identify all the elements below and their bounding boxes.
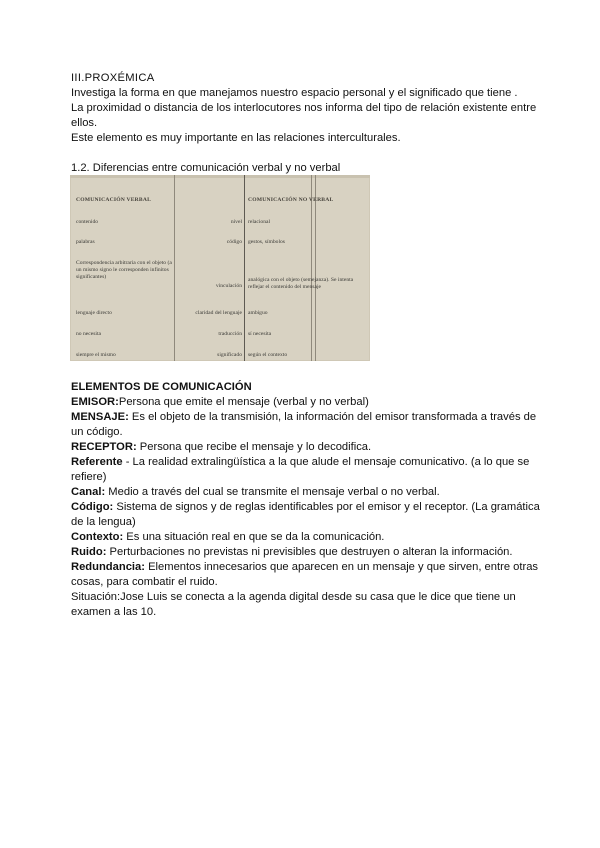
definition-item: [71, 485, 541, 500]
definition-term: Contexto:: [71, 531, 124, 543]
definition-item: [71, 410, 541, 440]
definition-term: Canal:: [71, 486, 106, 498]
paragraph-line: Este elemento es muy importante en las relaciones interculturales.: [71, 132, 401, 144]
table-cell: según el contexto: [248, 352, 288, 358]
definition-text: Persona que emite el mensaje (verbal y no verbal): [118, 396, 369, 408]
definition-text: Es una situación real en que se da la comunicación.: [123, 531, 385, 543]
definition-term: Ruido:: [71, 546, 107, 558]
paragraph-line: La proximidad o distancia de los interlocutores nos informa del tipo de relación existente entre ellos.: [71, 102, 537, 129]
subsection-title: 1.2. Diferencias entre comunicación verbal y no verbal: [71, 162, 341, 174]
table-cell: gestos, símbolos: [248, 239, 285, 245]
table-cell: palabras: [76, 239, 95, 245]
table-cell: vinculación: [215, 283, 242, 289]
elements-section: [71, 380, 541, 620]
table-cell: nivel: [230, 219, 242, 225]
situation-text: Situación:Jose Luis se conecta a la agenda digital desde su casa que le dice que tiene un examen a las 10.: [71, 591, 516, 618]
table-header-nonverbal: COMUNICACIÓN NO VERBAL: [248, 197, 334, 203]
definition-term: Redundancia:: [71, 561, 145, 573]
table-cell: claridad del lenguaje: [195, 310, 242, 316]
paragraph-line: Investiga la forma en que manejamos nuestro espacio personal y el significado que tiene .: [71, 87, 518, 99]
definition-item: [71, 395, 541, 410]
table-cell: Correspondencia arbitraria con el objeto (a un mismo signo le corresponden infinitos significantes): [76, 260, 172, 280]
elements-title: ELEMENTOS DE COMUNICACIÓN: [71, 381, 252, 393]
table-cell: ambiguo: [248, 310, 268, 316]
definition-term: EMISOR:: [71, 396, 119, 408]
definition-text: Medio a través del cual se transmite el mensaje verbal o no verbal.: [105, 486, 440, 498]
table-cell: analógica con el objeto (semejanza). Se intenta reflejar el contenido del mensaje: [248, 277, 354, 290]
definition-text: Perturbaciones no previstas ni previsibles que destruyen o alteran la información.: [106, 546, 513, 558]
definition-text: Es el objeto de la transmisión, la información del emisor transformada a través de un código.: [71, 411, 537, 438]
table-cell: lenguaje directo: [76, 310, 112, 316]
definition-term: RECEPTOR:: [71, 441, 137, 453]
comparison-table-image: [70, 175, 370, 361]
definition-item: [71, 560, 541, 590]
section-title: III.PROXÉMICA: [71, 72, 155, 84]
definition-term: Código:: [71, 501, 114, 513]
definition-item: [71, 440, 541, 455]
definition-text: Sistema de signos y de reglas identificables por el emisor y el receptor. (La gramática de la lengua): [71, 501, 540, 528]
definition-text: Elementos innecesarios que aparecen en un mensaje y que sirven, entre otras cosas, para combatir el ruido.: [71, 561, 539, 588]
table-cell: traducción: [218, 331, 242, 337]
table-cell: siempre el mismo: [76, 352, 116, 358]
definition-text: - La realidad extralingüística a la que alude el mensaje comunicativo. (a lo que se refiere): [71, 456, 530, 483]
table-cell: sí necesita: [248, 331, 272, 337]
definition-item: [71, 530, 541, 545]
definition-item: [71, 455, 541, 485]
definition-item: [71, 545, 541, 560]
table-cell: no necesita: [76, 331, 102, 337]
table-cell: código: [226, 239, 242, 245]
table-header-verbal: COMUNICACIÓN VERBAL: [76, 197, 152, 203]
definition-text: Persona que recibe el mensaje y lo decodifica.: [136, 441, 372, 453]
definition-item: [71, 500, 541, 530]
definition-term: MENSAJE:: [71, 411, 129, 423]
table-cell: significado: [217, 352, 242, 358]
definition-term: Referente: [71, 456, 123, 468]
table-cell: relacional: [248, 219, 271, 225]
proxemica-section: [71, 71, 541, 176]
table-cell: contenido: [76, 219, 99, 225]
